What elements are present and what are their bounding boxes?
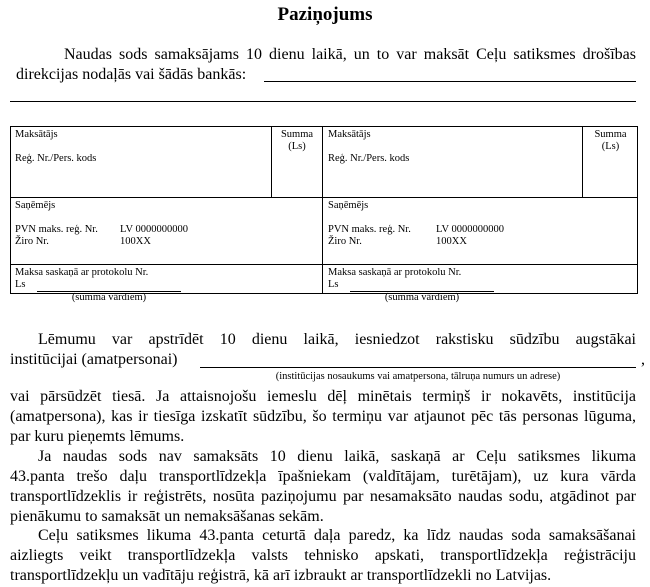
reg-label: Reģ. Nr./Pers. kods xyxy=(15,153,97,164)
appeal-line-5: par kuru pieņemts lēmums. xyxy=(10,428,185,445)
protocol-label: Maksa saskaņā ar protokolu Nr. xyxy=(328,267,462,278)
form-row-divider-1 xyxy=(10,197,638,198)
appeal-line-3: vai pārsūdzēt tiesā. Ja attaisnojošu iemeslu dēļ minētais termiņš ir nokavēts, institūcija xyxy=(10,388,636,405)
sum-unit: (Ls) xyxy=(601,141,620,152)
page-title: Paziņojums xyxy=(277,4,373,25)
ls-label: Ls xyxy=(328,279,339,290)
reg-label: Reģ. Nr./Pers. kods xyxy=(328,153,410,164)
vat-value: LV 0000000000 xyxy=(436,224,504,235)
intro-line-2: direkcijas nodaļās vai šādās bankās: xyxy=(16,66,247,83)
unpaid-line-4: pienākumu to samaksāt un nemaksāšanas sekām. xyxy=(10,508,324,525)
protocol-label: Maksa saskaņā ar protokolu Nr. xyxy=(15,267,149,278)
form-row-divider-2 xyxy=(10,264,638,265)
form-divider xyxy=(322,126,323,294)
unpaid-line-2: 43.panta trešo daļu transportlīdzekļa īpašniekam (valdītājam, turētājam), uz kura vārda xyxy=(10,468,636,485)
receiver-label: Saņēmējs xyxy=(15,200,56,211)
giro-label: Žiro Nr. xyxy=(328,236,362,247)
giro-value: 100XX xyxy=(120,236,151,247)
bank-blank-line-2[interactable] xyxy=(10,101,636,102)
law-line-3: transportlīdzekļu un vadītāju reģistrā, kā arī izbraukt ar transportlīdzekli no Latvijas. xyxy=(10,567,552,584)
vat-label: PVN maks. reģ. Nr. xyxy=(328,224,411,235)
appeal-comma: , xyxy=(641,351,645,368)
appeal-line-1: Lēmumu var apstrīdēt 10 dienu laikā, iesniedzot rakstisku sūdzību augstākai xyxy=(38,331,636,348)
words-caption: (summa vārdiem) xyxy=(384,292,460,303)
institution-caption: (institūcijas nosaukums vai amatpersona, tālruņa numurs un adrese) xyxy=(275,371,561,382)
vat-label: PVN maks. reģ. Nr. xyxy=(15,224,98,235)
sum-label: Summa xyxy=(594,129,627,140)
ls-label: Ls xyxy=(15,279,26,290)
words-caption: (summa vārdiem) xyxy=(71,292,147,303)
giro-value: 100XX xyxy=(436,236,467,247)
law-line-1: Ceļu satiksmes likuma 43.panta ceturtā daļa paredz, ka līdz naudas soda samaksāšanai xyxy=(38,527,636,544)
payer-label: Maksātājs xyxy=(328,129,371,140)
unpaid-line-1: Ja naudas sods nav samaksāts 10 dienu laikā, saskaņā ar Ceļu satiksmes likuma xyxy=(38,448,636,465)
sum-label: Summa xyxy=(280,129,314,140)
unpaid-line-3: transportlīdzeklis ir reģistrēts, nosūta paziņojumu par nesamaksāto naudas sodu, atgādinot par xyxy=(10,488,636,505)
appeal-line-4: (amatpersona), kas ir tiesīga izskatīt sūdzību, šo termiņu var atjaunot pēc tās personas lūguma, xyxy=(10,408,636,425)
payer-label: Maksātājs xyxy=(15,129,58,140)
receiver-label: Saņēmējs xyxy=(328,200,369,211)
appeal-line-2: institūcijai (amatpersonai) xyxy=(10,351,178,368)
giro-label: Žiro Nr. xyxy=(15,236,49,247)
vat-value: LV 0000000000 xyxy=(120,224,188,235)
institution-blank-line[interactable] xyxy=(200,367,636,368)
bank-blank-line-1[interactable] xyxy=(264,81,636,82)
law-line-2: aizliegts veikt transportlīdzekļa valsts tehnisko apskati, transportlīdzekļa reģistrāciju xyxy=(10,547,636,564)
sum-unit: (Ls) xyxy=(288,141,306,152)
intro-line-1: Naudas sods samaksājams 10 dienu laikā, un to var maksāt Ceļu satiksmes drošības xyxy=(64,46,636,63)
